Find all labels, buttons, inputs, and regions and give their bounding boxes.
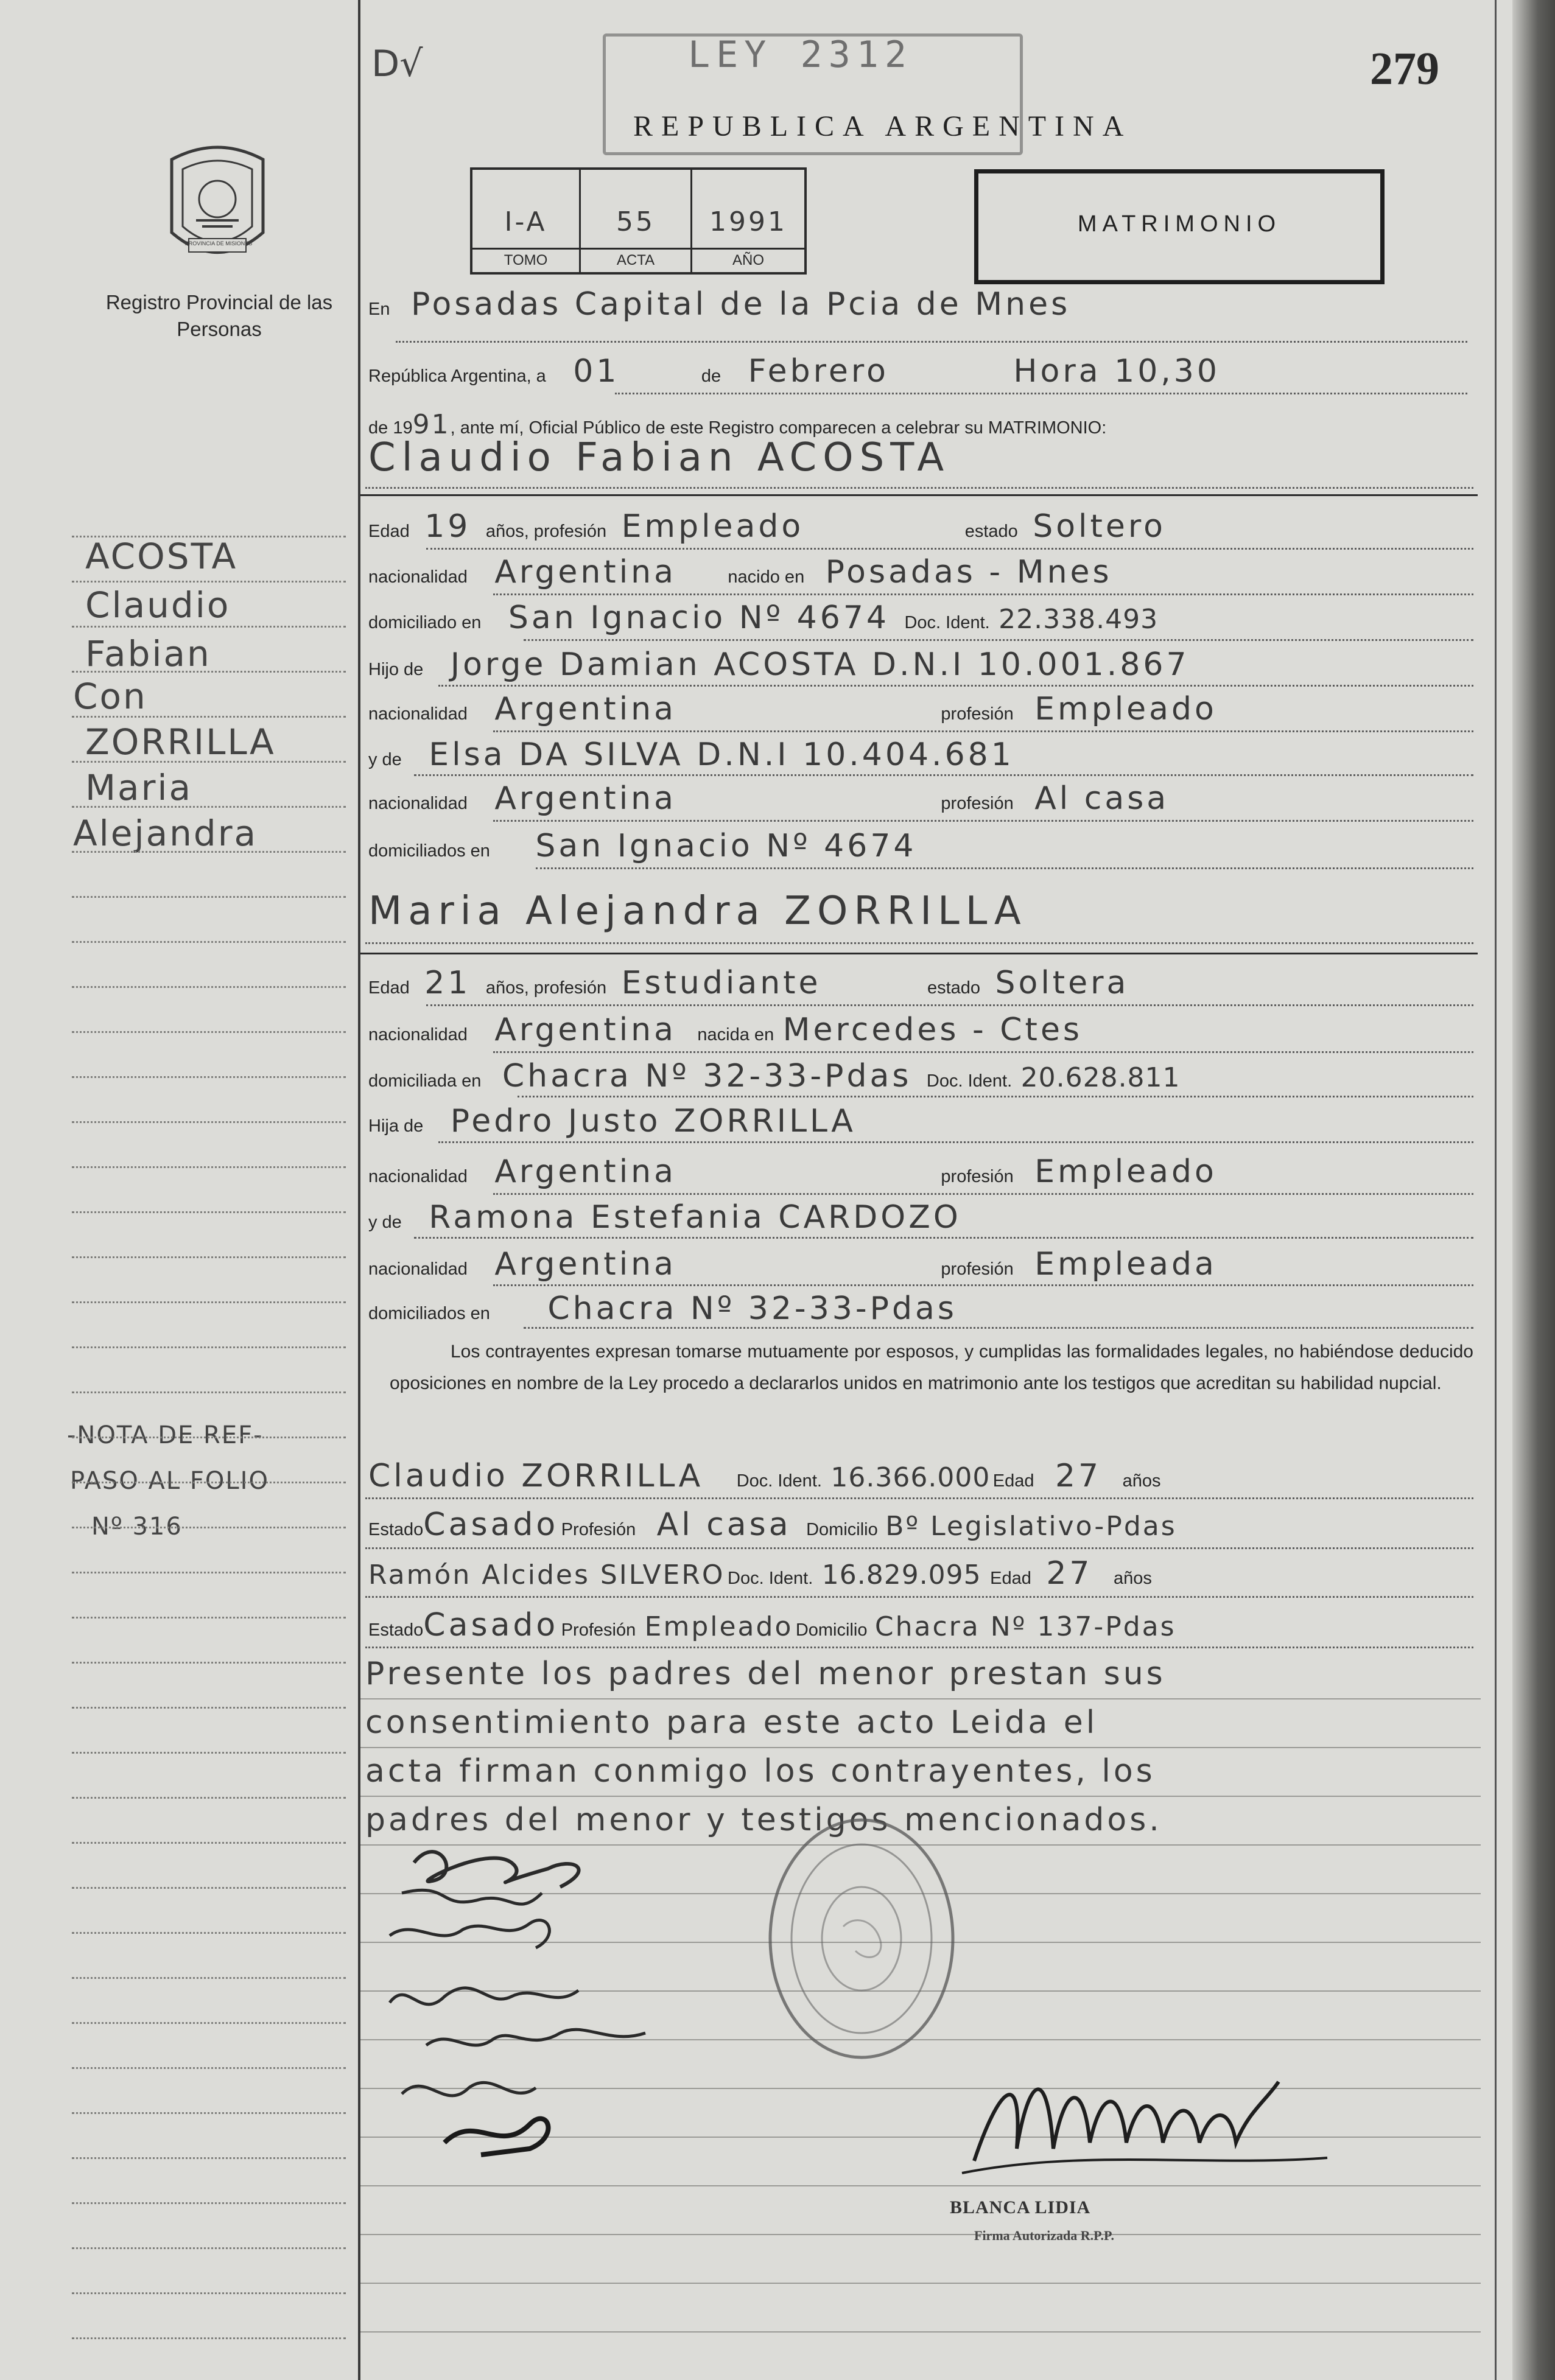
intro-text: , ante mí, Oficial Público de este Registro comparecen a celebrar su MATRIMONIO: — [450, 418, 1107, 438]
provincial-crest-icon — [160, 141, 275, 272]
observation-line-4: padres del menor y testigos mencionados. — [365, 1802, 1162, 1838]
margin-ruled-line — [72, 536, 346, 537]
bride-mother-line — [368, 1199, 961, 1236]
bride-father-line — [368, 1103, 856, 1139]
margin-ruled-line — [72, 581, 346, 583]
hijo-de-label: Hijo de — [368, 660, 424, 679]
official-role: Firma Autorizada R.P.P. — [974, 2228, 1114, 2243]
nacida-label: nacida en — [697, 1025, 774, 1045]
margin-ruled-line — [72, 1391, 346, 1393]
margin-name-3: Fabian — [85, 633, 211, 674]
observation-line-1: Presente los padres del menor prestan sus — [365, 1656, 1166, 1692]
margin-ruled-line — [72, 2202, 346, 2204]
margin-note-2: PASO AL FOLIO — [70, 1467, 269, 1495]
groom-parents-address: San Ignacio Nº 4674 — [535, 828, 917, 864]
bride-mother-profession: Empleada — [1034, 1246, 1217, 1283]
groom-age-line — [368, 508, 1166, 545]
top-stamp-text: LEY 2312 — [688, 33, 913, 76]
edad-label: Edad — [368, 978, 410, 998]
estado-label: Estado — [368, 1520, 424, 1539]
y-de-label: y de — [368, 1213, 402, 1232]
witness-2-address: Chacra Nº 137-Pdas — [874, 1611, 1176, 1642]
margin-ruled-line — [72, 1437, 346, 1438]
reference-box — [470, 167, 807, 275]
margin-ruled-line — [72, 1752, 346, 1754]
witness-2-profession: Empleado — [644, 1611, 793, 1642]
margin-ruled-line — [72, 1842, 346, 1844]
doc-label: Doc. Ident. — [904, 613, 990, 632]
witness-1-status: Casado — [423, 1507, 559, 1543]
bride-father: Pedro Justo ZORRILLA — [450, 1103, 856, 1139]
doc-label: Doc. Ident. — [736, 1471, 822, 1491]
groom-father-nationality: Argentina — [494, 691, 676, 727]
bride-status: Soltera — [995, 965, 1129, 1001]
bride-birthplace: Mercedes - Ctes — [782, 1012, 1083, 1048]
margin-ruled-line — [72, 671, 346, 673]
bride-father-nat-line — [368, 1153, 1217, 1190]
margin-ruled-line — [72, 1031, 346, 1033]
edad-label: Edad — [990, 1569, 1031, 1588]
nacionalidad-label: nacionalidad — [368, 567, 468, 587]
domicilio-label: domiciliada en — [368, 1071, 482, 1091]
official-name: BLANCA LIDIA — [950, 2197, 1091, 2217]
margin-ruled-line — [72, 716, 346, 718]
profesion-label: Profesión — [561, 1520, 636, 1539]
margin-ruled-line — [72, 1887, 346, 1889]
domicilio-label: domiciliado en — [368, 613, 482, 632]
groom-father-profession: Empleado — [1034, 691, 1217, 727]
day-value: 01 — [573, 353, 620, 390]
margin-ruled-line — [72, 2022, 346, 2024]
crest-caption: PROVINCIA DE MISIONES — [184, 240, 253, 247]
groom-mother-nat-line — [368, 780, 1169, 817]
bride-mother: Ramona Estefania CARDOZO — [429, 1199, 961, 1236]
groom-father: Jorge Damian ACOSTA D.N.I 10.001.867 — [450, 646, 1190, 683]
bride-profession: Estudiante — [621, 965, 821, 1001]
bride-age-line — [368, 965, 1129, 1001]
doc-label: Doc. Ident. — [728, 1569, 813, 1588]
margin-ruled-line — [72, 2337, 346, 2339]
groom-mother: Elsa DA SILVA D.N.I 10.404.681 — [429, 737, 1014, 773]
groom-status: Soltero — [1033, 508, 1166, 545]
margin-ruled-line — [72, 1121, 346, 1123]
groom-doc: 22.338.493 — [999, 604, 1159, 635]
margin-ruled-line — [72, 2157, 346, 2159]
domiciliados-label: domiciliados en — [368, 1304, 490, 1323]
groom-father-nat-line — [368, 691, 1217, 727]
witness-1-age: 27 — [1055, 1458, 1102, 1494]
nacionalidad-label: nacionalidad — [368, 794, 468, 813]
margin-ruled-line — [72, 941, 346, 943]
groom-address: San Ignacio Nº 4674 — [508, 600, 890, 636]
profesion-label: profesión — [941, 1167, 1014, 1186]
margin-ruled-line — [72, 1346, 346, 1348]
groom-name: Claudio Fabian ACOSTA — [368, 435, 950, 480]
profesion-label: profesión — [941, 1259, 1014, 1279]
nacido-label: nacido en — [728, 567, 805, 587]
witness-2-age: 27 — [1046, 1555, 1093, 1592]
de-label: de — [701, 366, 721, 386]
groom-mother-profession: Al casa — [1034, 780, 1170, 817]
nacionalidad-label: nacionalidad — [368, 1167, 468, 1186]
margin-note-3: Nº 316 — [91, 1513, 183, 1541]
bride-doc: 20.628.811 — [1020, 1062, 1181, 1093]
month-value: Febrero — [748, 353, 889, 390]
groom-nationality-line — [368, 554, 1112, 590]
groom-nationality: Argentina — [494, 554, 676, 590]
witness-2-line — [368, 1555, 1152, 1592]
domicilio-label: Domicilio — [806, 1520, 878, 1539]
bride-address-line — [368, 1058, 1181, 1094]
profesion-label: profesión — [941, 794, 1014, 813]
margin-ruled-line — [72, 2067, 346, 2069]
anos-profesion-label: años, profesión — [485, 522, 607, 541]
groom-father-line — [368, 646, 1190, 683]
groom-profession: Empleado — [621, 508, 804, 545]
margin-ruled-line — [72, 1166, 346, 1168]
tomo-cell — [472, 170, 581, 272]
witness-1-address: Bº Legislativo-Pdas — [885, 1511, 1177, 1542]
hora-value: Hora 10,30 — [1013, 353, 1220, 390]
bride-age: 21 — [424, 965, 471, 1001]
witness-2-doc: 16.829.095 — [821, 1559, 981, 1591]
intro-date-line — [368, 353, 1220, 390]
profesion-label: Profesión — [561, 1620, 636, 1640]
observation-line-2: consentimiento para este acto Leida el — [365, 1704, 1098, 1741]
nacionalidad-label: nacionalidad — [368, 1259, 468, 1279]
nacionalidad-label: nacionalidad — [368, 1025, 468, 1045]
ano-cell — [692, 170, 804, 272]
tomo-value: I-A — [504, 206, 547, 237]
en-label: En — [368, 299, 390, 319]
margin-name-6: Maria — [85, 767, 193, 808]
anos-label: años — [1113, 1569, 1152, 1588]
page-number: 279 — [1370, 43, 1439, 94]
edad-label: Edad — [992, 1471, 1034, 1491]
margin-ruled-line — [72, 761, 346, 763]
margin-name-5: ZORRILLA — [85, 721, 276, 763]
witness-1-details-line — [368, 1507, 1177, 1543]
bride-parents-address-line — [368, 1290, 957, 1327]
margin-ruled-line — [72, 806, 346, 808]
observation-line-3: acta firman conmigo los contrayentes, los — [365, 1753, 1156, 1790]
margin-ruled-line — [72, 1076, 346, 1078]
margin-ruled-line — [72, 1482, 346, 1483]
intro-place-line — [368, 286, 1070, 323]
margin-ruled-line — [72, 1707, 346, 1709]
official-round-seal — [758, 1811, 965, 2067]
estado-label: Estado — [368, 1620, 424, 1640]
estado-label: estado — [927, 978, 981, 998]
bride-nationality: Argentina — [494, 1012, 676, 1048]
margin-ruled-line — [72, 1617, 346, 1619]
margin-initials: D√ — [371, 43, 423, 85]
page-edge-shadow — [1512, 0, 1555, 2380]
place-value: Posadas Capital de la Pcia de Mnes — [410, 286, 1071, 323]
signatures-scribbles — [353, 1826, 694, 2167]
witness-1-line — [368, 1458, 1160, 1494]
margin-name-4: Con — [73, 676, 147, 717]
margin-name-2: Claudio — [85, 584, 231, 626]
republica-label: República Argentina, a — [368, 366, 546, 386]
y-de-label: y de — [368, 750, 402, 769]
groom-mother-nationality: Argentina — [494, 780, 676, 817]
acta-value: 55 — [616, 206, 655, 237]
groom-mother-line — [368, 737, 1014, 773]
margin-name-1: ACOSTA — [85, 536, 238, 577]
domiciliados-label: domiciliados en — [368, 841, 490, 861]
witness-1-doc: 16.366.000 — [830, 1462, 991, 1493]
doc-label: Doc. Ident. — [926, 1071, 1013, 1091]
bride-father-profession: Empleado — [1034, 1153, 1217, 1190]
margin-ruled-line — [72, 1572, 346, 1573]
official-signature — [950, 2027, 1376, 2210]
witness-2-details-line — [368, 1607, 1176, 1643]
bride-parents-address: Chacra Nº 32-33-Pdas — [547, 1290, 957, 1327]
bride-address: Chacra Nº 32-33-Pdas — [502, 1058, 912, 1094]
witness-2-name: Ramón Alcides SILVERO — [368, 1559, 725, 1591]
groom-address-line — [368, 600, 1158, 636]
estado-label: estado — [964, 522, 1018, 541]
domicilio-label: Domicilio — [795, 1620, 868, 1640]
margin-ruled-line — [72, 1797, 346, 1799]
anos-label: años — [1122, 1471, 1161, 1491]
witness-1-profession: Al casa — [656, 1507, 792, 1543]
right-margin-rule — [1495, 0, 1497, 2380]
ano-value: 1991 — [709, 206, 787, 237]
margin-ruled-line — [72, 1256, 346, 1258]
bride-mother-nat-line — [368, 1246, 1217, 1283]
bride-father-nationality: Argentina — [494, 1153, 676, 1190]
margin-ruled-line — [72, 626, 346, 628]
tomo-label: TOMO — [472, 248, 579, 269]
acta-cell — [581, 170, 692, 272]
nacionalidad-label: nacionalidad — [368, 704, 468, 724]
year-prefix: de 19 — [368, 418, 413, 438]
margin-name-7: Alejandra — [73, 813, 258, 854]
hija-de-label: Hija de — [368, 1116, 424, 1136]
margin-ruled-line — [72, 851, 346, 853]
margin-ruled-line — [72, 1662, 346, 1664]
margin-ruled-line — [72, 1301, 346, 1303]
margin-ruled-line — [72, 1527, 346, 1528]
profesion-label: profesión — [941, 704, 1014, 724]
groom-parents-address-line — [368, 828, 917, 864]
country-heading: REPUBLICA ARGENTINA — [633, 110, 1132, 142]
record-type-box — [974, 169, 1385, 284]
registry-label: Registro Provincial de las Personas — [105, 291, 333, 340]
margin-ruled-line — [72, 1211, 346, 1213]
margin-ruled-line — [72, 2292, 346, 2294]
legal-formula-text: Los contrayentes expresan tomarse mutuamente por esposos, y cumplidas las formalidades legales, no habiéndose deducido oposiciones en nombre de la Ley procedo a declararlos unidos en matrimonio ante los testigos que acreditan su habilidad nupcial. — [390, 1342, 1473, 1393]
year-suffix: 91 — [412, 409, 451, 440]
margin-ruled-line — [72, 2112, 346, 2114]
bride-mother-nationality: Argentina — [494, 1246, 676, 1283]
margin-ruled-line — [72, 986, 346, 988]
edad-label: Edad — [368, 522, 410, 541]
groom-birthplace: Posadas - Mnes — [825, 554, 1112, 590]
witness-2-status: Casado — [423, 1607, 559, 1643]
margin-ruled-line — [72, 896, 346, 898]
anos-profesion-label: años, profesión — [485, 978, 607, 998]
groom-age: 19 — [424, 508, 471, 545]
bride-nationality-line — [368, 1012, 1083, 1048]
bride-name: Maria Alejandra ZORRILLA — [368, 889, 1027, 934]
margin-note-1: -NOTA DE REF- — [67, 1421, 264, 1449]
margin-ruled-line — [72, 2247, 346, 2249]
margin-ruled-line — [72, 1977, 346, 1979]
witness-1-name: Claudio ZORRILLA — [368, 1458, 704, 1494]
record-type-label: MATRIMONIO — [1077, 211, 1282, 237]
acta-label: ACTA — [581, 248, 690, 269]
margin-ruled-line — [72, 1932, 346, 1934]
ano-label: AÑO — [692, 248, 804, 269]
